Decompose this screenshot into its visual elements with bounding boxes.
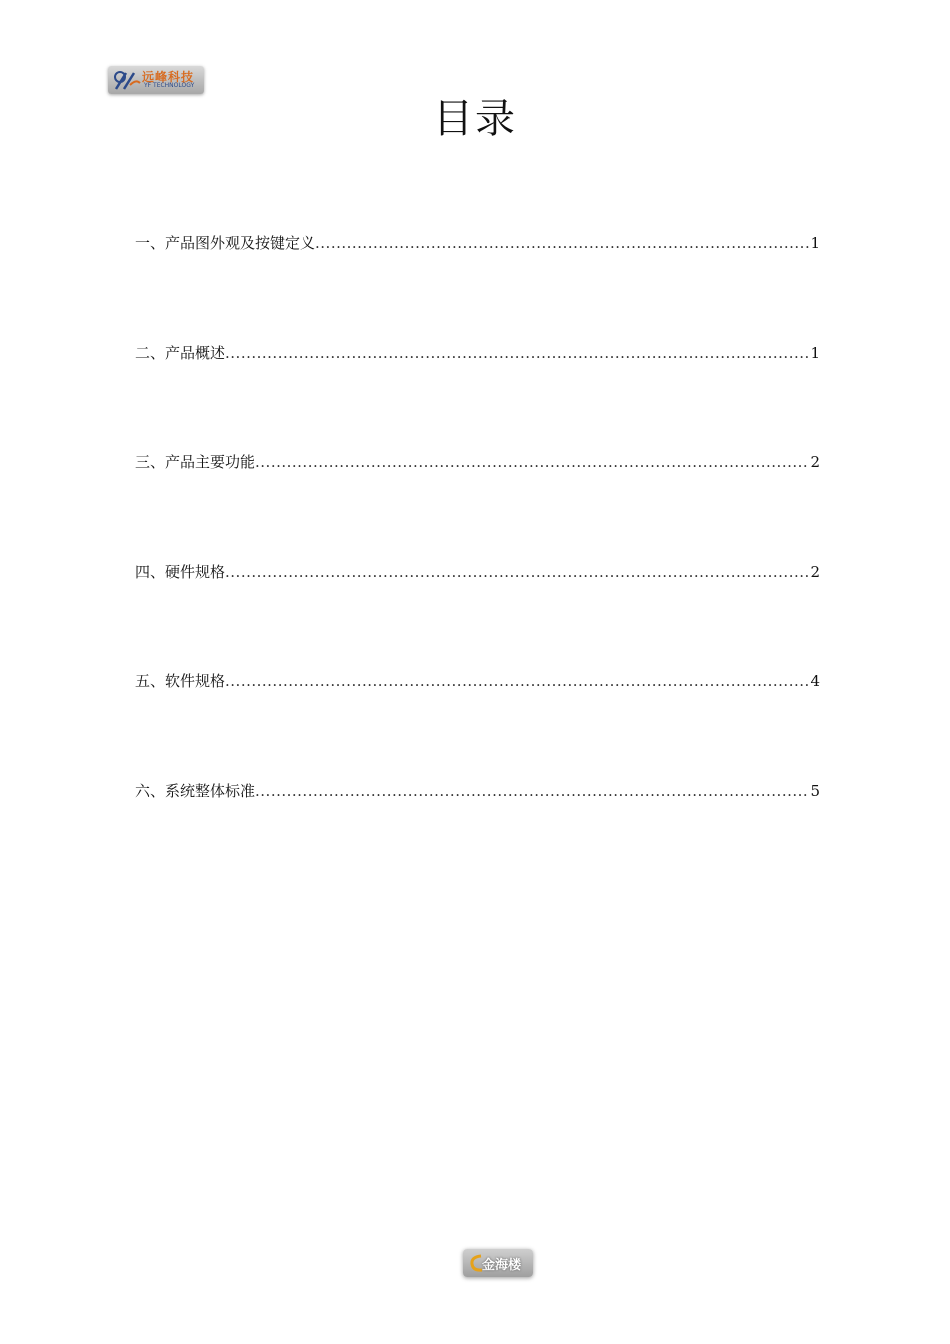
toc-leader-dots (225, 560, 809, 584)
toc-page-number: 1 (810, 343, 820, 362)
toc-leader-dots (315, 231, 809, 255)
toc-entry[interactable] (135, 560, 820, 670)
toc-page-number: 4 (810, 672, 820, 691)
toc-page-number: 2 (810, 453, 820, 472)
toc-entry[interactable] (135, 341, 820, 451)
toc-entry-label: 一、产品图外观及按键定义 (135, 234, 316, 252)
toc-entry-label: 二、产品概述 (135, 343, 226, 362)
toc-page-number: 5 (810, 781, 820, 800)
toc-entry-label: 六、系统整体标准 (135, 781, 256, 800)
footer-logo (463, 1249, 533, 1277)
toc-leader-dots (225, 341, 809, 365)
header-logo-name: 远峰科技 (142, 70, 195, 84)
company-logo-mark-icon (112, 69, 142, 91)
table-of-contents (135, 231, 820, 889)
toc-page-number: 1 (810, 234, 820, 252)
toc-entry-label: 三、产品主要功能 (135, 453, 256, 472)
toc-leader-dots (255, 779, 809, 803)
header-logo-tagline: YF TECHNOLOGY (144, 82, 195, 89)
toc-entry[interactable] (135, 231, 820, 341)
footer-logo-text: 金海楼 (482, 1258, 522, 1273)
header-logo (108, 66, 204, 94)
toc-leader-dots (255, 450, 809, 474)
page-title: 目录 (433, 96, 517, 142)
toc-leader-dots (225, 669, 809, 693)
toc-entry-label: 四、硬件规格 (135, 562, 226, 581)
toc-entry[interactable] (135, 450, 820, 560)
toc-entry[interactable] (135, 669, 820, 779)
toc-entry[interactable] (135, 779, 820, 889)
toc-page-number: 2 (810, 562, 820, 581)
toc-entry-label: 五、软件规格 (135, 672, 226, 691)
